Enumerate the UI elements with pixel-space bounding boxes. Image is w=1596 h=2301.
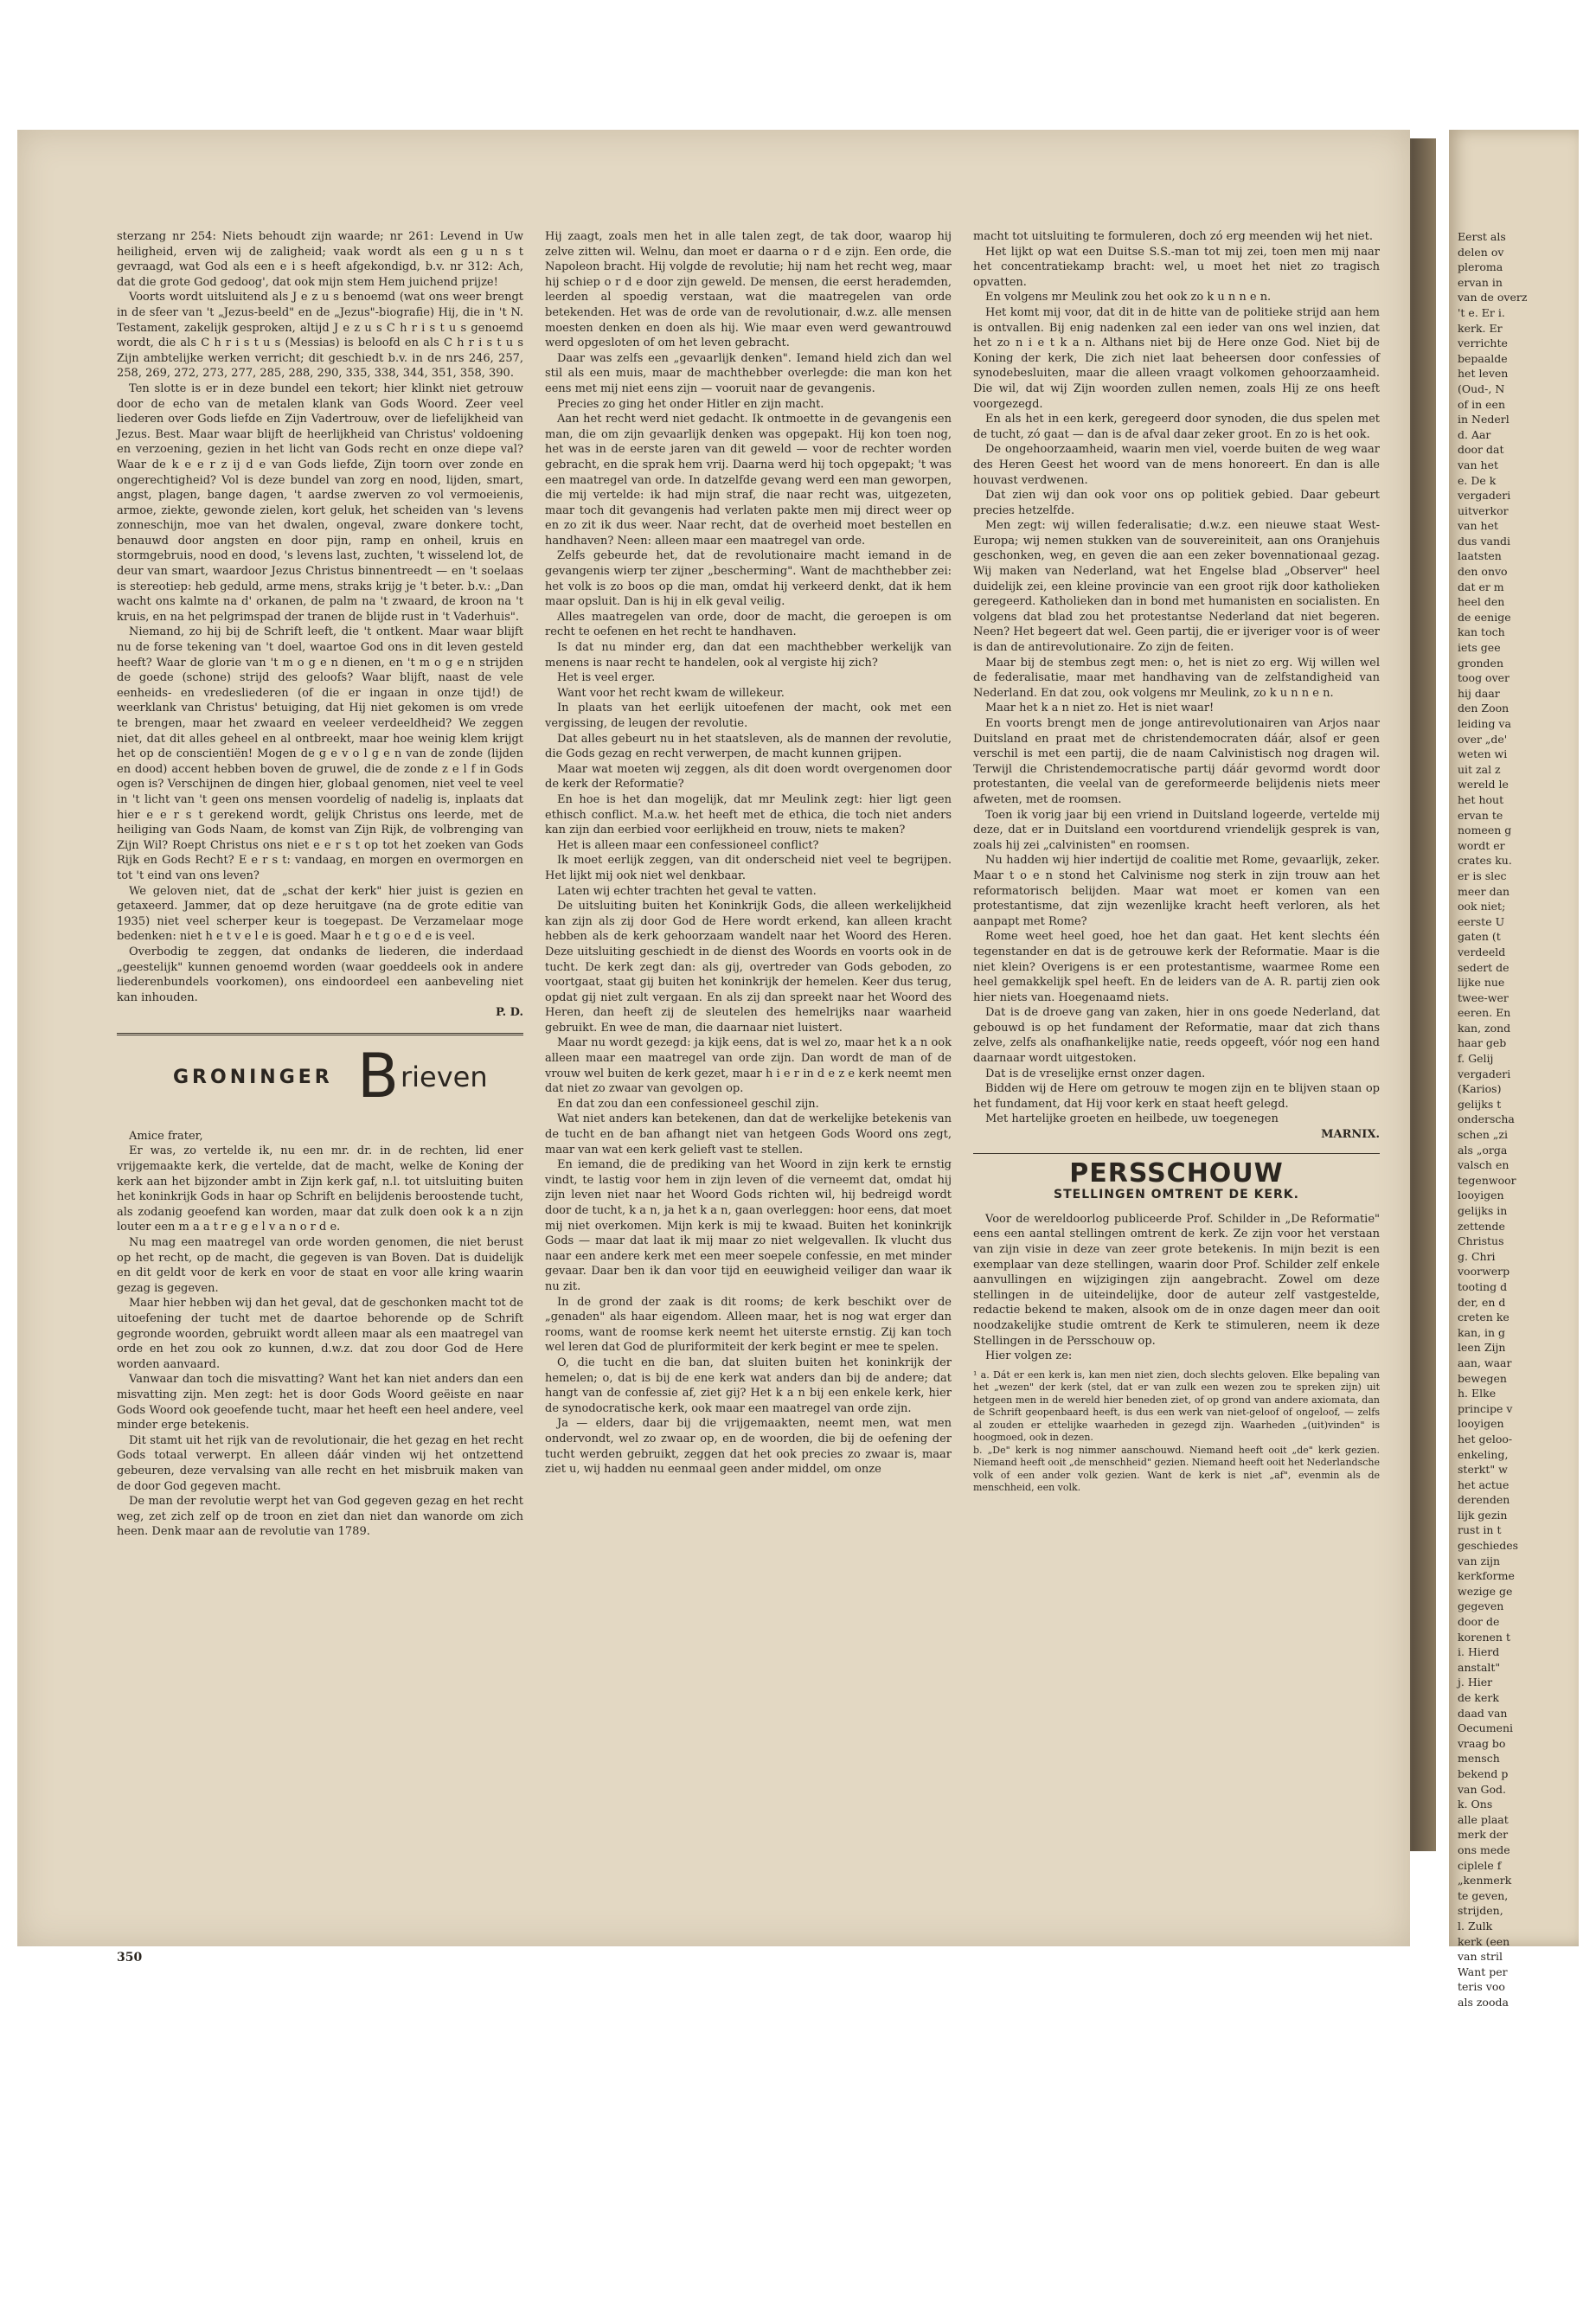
cropped-next-page-column bbox=[1458, 229, 1579, 2009]
paragraph: Bidden wij de Here om getrouw te mogen zijn en te blijven staan op het fundament, dat Hij voor kerk en staat heeft gelegd. bbox=[973, 1082, 1380, 1111]
cropped-line: gegeven bbox=[1458, 1599, 1504, 1613]
paragraph: Nu hadden wij hier indertijd de coalitie met Rome, gevaarlijk, zeker. Maar t o e n stond het Calvinisme nog sterk in zijn trouw aan het reformatorisch belijden. Maar wat moet er komen van een protestantisme, dat zijn wezenlijke kracht heeft verloren, als het aanpapt met Rome? bbox=[973, 854, 1380, 928]
cropped-line: kan toch bbox=[1458, 625, 1505, 639]
persschouw-text bbox=[973, 1212, 1380, 1364]
cropped-line: vraag bo bbox=[1458, 1736, 1506, 1750]
paragraph: Zelfs gebeurde het, dat de revolutionaire macht iemand in de gevangenis wierp ter zijner „bescherming". Want de machthebber zei: het volk is zo boos op die man, omdat hij verkeerd denkt, dat ik hem maar opsluit. Dan is hij in elk geval veilig. bbox=[545, 549, 952, 609]
cropped-line: verrichte bbox=[1458, 336, 1508, 350]
cropped-line: eerste U bbox=[1458, 914, 1505, 928]
cropped-line: h. Elke bbox=[1458, 1387, 1497, 1400]
paragraph: Laten wij echter trachten het geval te vatten. bbox=[557, 884, 817, 898]
cropped-line: korenen t bbox=[1458, 1630, 1510, 1644]
cropped-line: rust in t bbox=[1458, 1523, 1502, 1537]
paragraph: Het is veel erger. bbox=[557, 671, 656, 685]
cropped-line: d. Aar bbox=[1458, 427, 1491, 441]
cropped-line: l. Zulk bbox=[1458, 1919, 1493, 1932]
paragraph: Hij zaagt, zoals men het in alle talen zegt, de tak door, waarop hij zelve zitten wil. Welnu, dan moet er daarna o r d e zijn. Een orde, die Napoleon bracht. Hij volgde de revolutie; hij nam het recht weg, maar hij schiep o r d e door zijn geweld. De mensen, die eerst herademden, leerden al spoedig verstaan, wat die maatregelen van orde betekenden. Het was de orde van de revolutionair, d.w.z. alle mensen moesten denken en doen als hij. Wie maar even werd gewantrouwd werd opgesloten of om het leven gebracht. bbox=[545, 230, 952, 350]
cropped-line: van de overz bbox=[1458, 291, 1528, 304]
cropped-line: zettende bbox=[1458, 1219, 1505, 1233]
paragraph: Het komt mij voor, dat dit in de hitte van de politieke strijd aan hem is ontvallen. Bij enig nadenken zal een ieder van ons wel inzien, dat het zo n i e t k a n. Althans niet bij de Here onze God. Niet bij de Koning der kerk, Die zich niet laat beheersen door confessies of synodebesluiten, maar die alleen vraagt volkomen gehoorzaamheid. Die wil, dat wij Zijn woorden zullen nemen, zoals Hij ze ons heeft voorgezegd. bbox=[973, 305, 1380, 411]
cropped-line: derenden bbox=[1458, 1493, 1510, 1507]
cropped-line: looyigen bbox=[1458, 1417, 1504, 1431]
paragraph: Dat is de vreselijke ernst onzer dagen. bbox=[985, 1067, 1206, 1080]
cropped-line: tegenwoor bbox=[1458, 1173, 1516, 1187]
cropped-line: merk der bbox=[1458, 1828, 1509, 1842]
paragraph: Alles maatregelen van orde, door de macht, die geroepen is om recht te oefenen en het recht te handhaven. bbox=[545, 610, 952, 639]
paragraph: Dat is de droeve gang van zaken, hier in ons goede Nederland, dat gebouwd is op het fundament der Reformatie, maar dat zich thans zelve, zelfs als onafhankelijke natie, reeds opgeeft, vóór nog een hand daarnaar wordt uitgestoken. bbox=[973, 1006, 1380, 1066]
cropped-line: gelijks t bbox=[1458, 1097, 1502, 1111]
paragraph: Ja — elders, daar bij die vrijgemaakten, neemt men, wat men ondervondt, wel zo zwaar op, en de woorden, die bij de oefening der tucht werden gebruikt, zeggen dat het ook precies zo zwaar is, maar ziet u, wij hadden nu eenmaal geen ander middel, om onze bbox=[545, 1417, 952, 1477]
review-text bbox=[117, 229, 523, 1005]
cropped-line: Oecumeni bbox=[1458, 1721, 1513, 1735]
cropped-line: i. Hierd bbox=[1458, 1645, 1500, 1659]
heading-initial-b: B bbox=[357, 1040, 400, 1112]
paragraph: Overbodig te zeggen, dat ondanks de liederen, die inderdaad „geestelijk" kunnen genoemd worden (waar goeddeels ook in andere liederenbundels voorkomen), ons eindoordeel een aanbeveling niet kan inhouden. bbox=[117, 945, 523, 1004]
cropped-line: dus vandi bbox=[1458, 534, 1511, 548]
cropped-line: leen Zijn bbox=[1458, 1341, 1506, 1355]
paragraph: sterzang nr 254: Niets behoudt zijn waarde; nr 261: Levend in Uw heiligheid, erven wij de zaligheid; vaak wordt als een g u n s t gevraagd, wat God als een e i s heeft afgekondigd, b.v. nr 312: Ach, dat die grote God gedoog', dat ook mijn stem Hem juichend prijze! bbox=[117, 230, 523, 289]
paragraph: Men zegt: wij willen federalisatie; d.w.z. een nieuwe staat West-Europa; wij nemen stukken van de souvereiniteit, aan ons Oranjehuis geschonken, weg, en geven die aan een zeker bovennationaal gezag. Wij maken van Nederland, wat het Engelse blad „Observer" heel duidelijk zei, een kleine provincie van een groot rijk door katholieken geregeerd. Katholieken dan in bond met humanisten en socialisten. En volgens dat blad zou het protestantse Nederland dat niet begeren. Neen? Het begeert dat wel. Geen partij, die er ijveriger voor is of weer is dan de antirevolutionaire. Zo zijn de feiten. bbox=[973, 519, 1380, 655]
cropped-line: wordt er bbox=[1458, 838, 1505, 852]
cropped-line: tooting d bbox=[1458, 1279, 1508, 1293]
section-divider bbox=[973, 1153, 1380, 1154]
paragraph: Maar hier hebben wij dan het geval, dat de geschonken macht tot de uitoefening der tucht met de daartoe behorende op de Schrift gegronde woorden, gebruikt wordt alleen maar als een maatregel van orde en het zou ook zo kunnen, d.w.z. dat zou door God de Here worden aanvaard. bbox=[117, 1297, 523, 1371]
cropped-line: te geven, bbox=[1458, 1888, 1509, 1902]
cropped-line: kerk. Er bbox=[1458, 321, 1503, 335]
letter-continuation-text bbox=[545, 229, 952, 1477]
paragraph: Wat niet anders kan betekenen, dan dat de werkelijke betekenis van de tucht en de ban afhangt niet van hetgeen Gods Woord ons zegt, maar van wat een kerk gelieft vast te stellen. bbox=[545, 1112, 952, 1157]
cropped-line: voorwerp bbox=[1458, 1265, 1510, 1279]
cropped-line: ervan in bbox=[1458, 275, 1503, 289]
cropped-line: van het bbox=[1458, 458, 1499, 471]
paragraph: Het lijkt op wat een Duitse S.S.-man tot mij zei, toen men mij naar het concentratiekamp bracht: wel, u moet het niet zo tragisch opvatten. bbox=[973, 245, 1380, 289]
paragraph: Maar wat moeten wij zeggen, als dit doen wordt overgenomen door de kerk der Reformatie? bbox=[545, 762, 952, 792]
cropped-line: gaten (t bbox=[1458, 930, 1501, 944]
paragraph: Het is alleen maar een confessioneel conflict? bbox=[557, 838, 819, 852]
paragraph: Ten slotte is er in deze bundel een tekort; hier klinkt niet getrouw door de echo van de metalen klank van Gods Woord. Zeer veel liederen over Gods liefde en Zijn Vadertrouw, over de liefelijkheid van Jezus. Best. Maar waar blijft de heerlijkheid van Christus' voldoening en verzoening, gezien in het licht van Gods recht en onze diepe val? Waar de k e e r z ij d e van Gods liefde, Zijn toorn over zonde en ongerechtigheid? Vol is deze bundel van zorg en nood, lijden, smart, angst, plagen, bange dagen, 't aardse zwerven zo vol vermoeienis, armoe, ziekte, gewonde zielen, kort geluk, het scheiden van 's levens zonneschijn, moe van het dwalen, ongeval, zware donkere tocht, benauwd door angsten en door pijn, ramp en onheil, kruis en stormgebruis, nood en dood, 's levens last, zuchten, 't wisselend lot, de deur van smart, waardoor Jezus Christus binnentreedt — en 't soelaas is stereotiep: heb geduld, arme mens, straks krijg je 't beter. b.v.: „Dan wacht ons kalmte na d' orkanen, de palm na 't zwaard, de kroon na 't kruis, en na het pelgrimspad der tranen de blijde rust in 't Vaderhuis". bbox=[117, 381, 523, 624]
cropped-line: in Nederl bbox=[1458, 413, 1509, 426]
cropped-line: de eenige bbox=[1458, 610, 1511, 624]
cropped-line: wezige ge bbox=[1458, 1584, 1513, 1598]
paragraph: In de grond der zaak is dit rooms; de kerk beschikt over de „genaden" als haar eigendom. Alleen maar, het is nog wat erger dan rooms, want de roomse kerk neemt het uiterste ernstig. Zij kan toch wel leren dat God de pluriformiteit der kerk begint er mee te spelen. bbox=[545, 1295, 952, 1355]
paragraph: En hoe is het dan mogelijk, dat mr Meulink zegt: hier ligt geen ethisch conflict. M.a.w. het heeft met de ethica, die toch niet anders kan zijn dan eerbied voor eerlijkheid en trouw, niets te maken? bbox=[545, 792, 952, 837]
cropped-line: bepaalde bbox=[1458, 351, 1508, 365]
cropped-line: pleroma bbox=[1458, 260, 1503, 274]
cropped-line: van zijn bbox=[1458, 1554, 1501, 1567]
cropped-line: nomeen g bbox=[1458, 824, 1512, 837]
column-2 bbox=[545, 229, 952, 1959]
paragraph: En als het in een kerk, geregeerd door synoden, die dus spelen met de tucht, zó gaat — dan is de afval daar zeker groot. En zo is het ook. bbox=[973, 413, 1380, 441]
cropped-line: er is slec bbox=[1458, 868, 1507, 882]
cropped-line: enkeling, bbox=[1458, 1447, 1509, 1461]
cropped-line: onderscha bbox=[1458, 1112, 1515, 1126]
cropped-line: ervan te bbox=[1458, 808, 1503, 822]
cropped-line: alle plaat bbox=[1458, 1812, 1509, 1826]
cropped-line: g. Chri bbox=[1458, 1249, 1496, 1263]
cropped-line: bewegen bbox=[1458, 1371, 1507, 1385]
heading-word-groninger: GRONINGER bbox=[173, 1066, 333, 1088]
cropped-line: ook niet; bbox=[1458, 900, 1506, 913]
paragraph: Want voor het recht kwam de willekeur. bbox=[557, 686, 785, 700]
heading-word-rieven: rieven bbox=[401, 1060, 488, 1093]
cropped-line: kan, zond bbox=[1458, 1021, 1511, 1035]
cropped-line: heel den bbox=[1458, 595, 1505, 609]
paragraph: Vanwaar dan toch die misvatting? Want het kan niet anders dan een misvatting zijn. Men zegt: het is door Gods Woord geëiste en naar Gods Woord ook geoefende tucht, maar het heeft een heel andere, veel minder erge betekenis. bbox=[117, 1373, 523, 1433]
cropped-line: (Karios) bbox=[1458, 1082, 1502, 1096]
cropped-line: (Oud-, N bbox=[1458, 381, 1505, 395]
paragraph: Dit stamt uit het rijk van de revolutionair, die het gezag en het recht Gods totaal verwerpt. En alleen dáár vinden wij het ontzettend gebeuren, deze vervalsing van alle recht en het misbruik maken van de door God gegeven macht. bbox=[117, 1433, 523, 1493]
cropped-line: sedert de bbox=[1458, 960, 1509, 974]
cropped-line: e. De k bbox=[1458, 473, 1497, 487]
cropped-line: dat er m bbox=[1458, 580, 1504, 593]
cropped-line: verdeeld bbox=[1458, 945, 1506, 958]
cropped-line: hij daar bbox=[1458, 686, 1500, 700]
cropped-line: het geloo- bbox=[1458, 1432, 1513, 1445]
footnote: b. „De" kerk is nog nimmer aanschouwd. Niemand heeft ooit „de" kerk gezien. Niemand heeft ooit „de menschheid" gezien. Niemand heeft ooit het Nederlandsche volk of een ander volk gezien. Want de kerk is niet „af", evenmin als de menschheid, een volk. bbox=[973, 1444, 1380, 1494]
paragraph: En iemand, die de prediking van het Woord in zijn kerk te ernstig vindt, te lastig voor hem in zijn leven of die verneemt dat, omdat hij zijn leven niet naar het Woord Gods richten wil, hij bedreigd wordt door de tucht, k a n, ja het k a n, gaan overleggen: hoor eens, dat moet mij niet overkomen. Mijn kerk is mij te kwaad. Buiten het koninkrijk Gods — maar dat laat ik mij maar zo niet welgevallen. Ik vlucht dus naar een andere kerk met een meer soepele confessie, en met minder gevaar. Daar ben ik dan voor tijd en eeuwigheid veiliger dan waar ik nu zit. bbox=[545, 1158, 952, 1293]
cropped-line: iets gee bbox=[1458, 641, 1501, 655]
cropped-line: als zooda bbox=[1458, 1995, 1509, 2009]
cropped-line: gelijks in bbox=[1458, 1204, 1508, 1217]
cropped-line: teris voo bbox=[1458, 1980, 1505, 1994]
groninger-brieven-heading bbox=[117, 1040, 523, 1113]
cropped-line: het actue bbox=[1458, 1477, 1509, 1491]
paragraph: Niemand, zo hij bij de Schrift leeft, die 't ontkent. Maar waar blijft nu de forse tekening van 't doel, waartoe God ons in dit leven gesteld heeft? Waar de glorie van 't m o g e n dienen, en 't m o g e n strijden de goede (schone) strijd des geloofs? Waar blijft, naast de vele eenheids- en vredesliederen (of die er ingaan in onze tijd!) de weerklank van Christus' betuiging, dat Hij niet gekomen is om vrede te brengen, maar het zwaard en veeleer verdeeldheid? We zeggen niet, dat dit alles geheel en al ontbreekt, maar hoe weinig klem krijgt het op de conscientiën! Mogen de g e v o l g e n van de zonde (lijden en dood) accent hebben boven de gruwel, die de zonde z e l f in Gods ogen is? Verschijnen de dingen hier, globaal genomen, niet veel te veel in 't licht van 't geen ons mensen voordelig of nadelig is, inplaats dat hier e e r s t gerekend wordt, gelijk Christus ons leerde, met de heiliging van Gods Naam, de komst van Zijn Rijk, de volbrenging van Zijn Wil? Roept Christus ons niet e e r s t op tot het zoeken van Gods Rijk en Gods Recht? E e r s t: vandaag, en morgen en overmorgen en tot 't eind van ons leven? bbox=[117, 625, 523, 882]
cropped-line: crates ku. bbox=[1458, 854, 1512, 868]
paragraph: Voorts wordt uitsluitend als J e z u s benoemd (wat ons weer brengt in de sfeer van 't „Jezus-beeld" en de „Jezus"-biografie) Hij, die in 't N. Testament, zakelijk gesproken, altijd J e z u s C h r i s t u s genoemd wordt, die als C h r i s t u s (Messias) is beloofd en als C h r i s t u s Zijn ambtelijke werken verricht; dit geschiedt b.v. in de nrs 246, 257, 258, 269, 272, 273, 277, 285, 288, 290, 335, 338, 344, 351, 358, 390. bbox=[117, 291, 523, 381]
letter-text bbox=[117, 1144, 523, 1539]
paragraph: Maar bij de stembus zegt men: o, het is niet zo erg. Wij willen wel de federalisatie, maar met handhaving van de zelfstandigheid van Nederland. En dat zou, ook volgens mr Meulink, zo k u n n e n. bbox=[973, 656, 1380, 700]
paragraph: En dat zou dan een confessioneel geschil zijn. bbox=[557, 1097, 819, 1111]
footnote: ¹ a. Dát er een kerk is, kan men niet zien, doch slechts geloven. Elke bepaling van het „wezen" der kerk (stel, dat er van zulk een wezen zou te spreken zijn) uit hetgeen men in de wereld hier beneden ziet, of op grond van andere axiomata, dan de Schrift geopenbaard heeft, is dus een werk van niet-geloof of ongeloof, — zelfs al zouden er ettelijke waarheden in gezegd zijn. Waarheden „(uit)vinden" is hoogmoed, ook in dezen. bbox=[973, 1368, 1380, 1444]
footnotes bbox=[973, 1369, 1380, 1495]
cropped-line: valsch en bbox=[1458, 1158, 1509, 1172]
paragraph: Is dat nu minder erg, dan dat een machthebber werkelijk van menens is naar recht te handelen, ook al vergiste hij zich? bbox=[545, 641, 952, 670]
paragraph: De uitsluiting buiten het Koninkrijk Gods, die alleen werkelijkheid kan zijn als zij door God de Here wordt erkend, kan alleen kracht hebben als de kerk gehoorzaam wandelt naar het Woord des Heren. Deze uitsluiting geschiedt in de dienst des Woords en voorts ook in de tucht. De kerk zegt dan: als gij, overtreder van Gods geboden, zo voortgaat, staat gij buiten het koninkrijk der hemelen. Keer dus terug, opdat gij niet zult vergaan. En als zij dan spreekt naar het Woord des Heren, dan heeft zij de sleutelen des hemelrijks naar waarheid gebruikt. En wee de man, die daarnaar niet luistert. bbox=[545, 900, 952, 1035]
cropped-line: vergaderi bbox=[1458, 489, 1511, 503]
paragraph: O, die tucht en die ban, dat sluiten buiten het koninkrijk der hemelen; o, dat is bij de ene kerk wat anders dan bij de andere; dat hangt van de confessie af, ziet gij? Het k a n bij een enkele kerk, hier de synodocratische kerk, ook maar een maatregel van orde zijn. bbox=[545, 1356, 952, 1415]
persschouw-subtitle: STELLINGEN OMTRENT DE KERK. bbox=[1054, 1188, 1299, 1202]
paragraph: Maar nu wordt gezegd: ja kijk eens, dat is wel zo, maar het k a n ook alleen maar een maatregel van orde zijn. Dan wordt de man of de vrouw wel buiten de kerk gezet, maar h i e r in d e z e kerk neemt men dat niet zo zwaar van gevolgen op. bbox=[545, 1036, 952, 1096]
paragraph: macht tot uitsluiting te formuleren, doch zó erg meenden wij het niet. bbox=[973, 230, 1373, 243]
paragraph: Precies zo ging het onder Hitler en zijn macht. bbox=[557, 397, 824, 411]
review-signature: P. D. bbox=[495, 1006, 523, 1020]
cropped-line: leiding va bbox=[1458, 717, 1511, 730]
cropped-line: looyigen bbox=[1458, 1189, 1504, 1202]
cropped-line: uitverkor bbox=[1458, 503, 1509, 517]
right-page-edge bbox=[1449, 130, 1579, 2009]
paragraph: De ongehoorzaamheid, waarin men viel, voerde buiten de weg waar des Heren Geest het woord van de mens honoreert. En dan is alle houvast verdwenen. bbox=[973, 443, 1380, 487]
cropped-line: geschiedes bbox=[1458, 1539, 1519, 1553]
cropped-line: Want per bbox=[1458, 1965, 1508, 1978]
paragraph: Daar was zelfs een „gevaarlijk denken". Iemand hield zich dan wel stil als een muis, maar de machthebber overlegde: die man kon het eens met mij niet eens zijn — vooruit naar de gevangenis. bbox=[545, 351, 952, 395]
cropped-line: f. Gelij bbox=[1458, 1052, 1494, 1066]
cropped-line: gronden bbox=[1458, 656, 1504, 670]
cropped-line: het hout bbox=[1458, 792, 1504, 806]
cropped-line: toog over bbox=[1458, 671, 1510, 685]
cropped-line: kerkforme bbox=[1458, 1569, 1515, 1583]
cropped-line: meer dan bbox=[1458, 884, 1510, 898]
paragraph: Met hartelijke groeten en heilbede, uw toegenegen bbox=[985, 1112, 1279, 1126]
section-divider bbox=[117, 1033, 523, 1035]
paragraph: Maar het k a n niet zo. Het is niet waar! bbox=[985, 702, 1215, 715]
cropped-line: daad van bbox=[1458, 1706, 1508, 1720]
cropped-line: weten wi bbox=[1458, 747, 1508, 761]
cropped-line: aan, waar bbox=[1458, 1356, 1512, 1369]
cropped-line: principe v bbox=[1458, 1401, 1513, 1415]
cropped-line: het leven bbox=[1458, 367, 1509, 381]
paragraph: En volgens mr Meulink zou het ook zo k u n n e n. bbox=[985, 291, 1272, 304]
cropped-line: ons mede bbox=[1458, 1843, 1510, 1856]
cropped-line: van stril bbox=[1458, 1950, 1503, 1964]
cropped-line: den onvo bbox=[1458, 565, 1508, 579]
paragraph: We geloven niet, dat de „schat der kerk" hier juist is gezien en getaxeerd. Jammer, dat op deze heruitgave (na de grote editie van 1935) niet veel scherper keur is toegepast. De Verzamelaar moge bedenken: niet h e t v e l e is goed. Maar h e t g o e d e is veel. bbox=[117, 884, 523, 944]
letter-signature: MARNIX. bbox=[1321, 1128, 1380, 1142]
cropped-line: anstalt" bbox=[1458, 1660, 1501, 1674]
cropped-line: mensch bbox=[1458, 1752, 1500, 1766]
cropped-line: Eerst als bbox=[1458, 230, 1506, 243]
paragraph: Nu mag een maatregel van orde worden genomen, die niet berust op het recht, op de macht, die gegeven is van Boven. Dat is duidelijk en dit geldt voor de kerk en voor de staat en voor alle kring waarin gezag is gegeven. bbox=[117, 1236, 523, 1295]
paragraph: Rome weet heel goed, hoe het dan gaat. Het kent slechts één tegenstander en dat is de getrouwe kerk der Reformatie. Maar is die niet klein? Overigens is er een protestantisme, waarmee Rome een heel gemakkelijk spel heeft. En de leiders van de A. R. partij zien ook hier niets van. Hoegenaamd niets. bbox=[973, 930, 1380, 1004]
cropped-line: of in een bbox=[1458, 397, 1505, 411]
paragraph: Dat zien wij dan ook voor ons op politiek gebied. Daar gebeurt precies hetzelfde. bbox=[973, 489, 1380, 517]
page-number: 350 bbox=[117, 1951, 143, 1965]
cropped-line: k. Ons bbox=[1458, 1798, 1493, 1811]
cropped-line: van God. bbox=[1458, 1782, 1507, 1796]
paragraph: Dat alles gebeurt nu in het staatsleven, als de mannen der revolutie, die Gods gezag en recht verwerpen, de macht kunnen grijpen. bbox=[545, 732, 952, 761]
column-1 bbox=[117, 229, 523, 1959]
cropped-line: door dat bbox=[1458, 443, 1504, 457]
cropped-line: den Zoon bbox=[1458, 702, 1509, 715]
cropped-line: „kenmerk bbox=[1458, 1874, 1512, 1888]
cropped-line: lijke nue bbox=[1458, 976, 1505, 990]
cropped-line: vergaderi bbox=[1458, 1067, 1511, 1080]
cropped-line: kan, in g bbox=[1458, 1325, 1506, 1339]
cropped-line: 't e. Er i. bbox=[1458, 305, 1505, 319]
cropped-line: delen ov bbox=[1458, 245, 1504, 259]
cropped-line: ciplele f bbox=[1458, 1858, 1502, 1872]
cropped-line: strijden, bbox=[1458, 1904, 1503, 1918]
letter-salutation: Amice frater, bbox=[129, 1129, 203, 1143]
cropped-line: bekend p bbox=[1458, 1766, 1509, 1780]
cropped-line: laatsten bbox=[1458, 549, 1502, 563]
cropped-line: kerk (een bbox=[1458, 1934, 1510, 1948]
persschouw-title: PERSSCHOUW bbox=[1069, 1157, 1284, 1189]
paragraph: De man der revolutie werpt het van God gegeven gezag en het recht weg, zet zich zelf op de troon en ziet dan niet dan wanorde om zich heen. Denk maar aan de revolutie van 1789. bbox=[117, 1495, 523, 1539]
cropped-line: Christus bbox=[1458, 1234, 1504, 1248]
cropped-line: twee-wer bbox=[1458, 990, 1509, 1004]
cropped-line: j. Hier bbox=[1458, 1676, 1493, 1689]
cropped-line: van het bbox=[1458, 519, 1499, 533]
cropped-line: sterkt" w bbox=[1458, 1463, 1508, 1477]
cropped-line: der, en d bbox=[1458, 1295, 1506, 1309]
paragraph: En voorts brengt men de jonge antirevolutionairen van Arjos naar Duitsland en praat met de christendemocraten dáár, alsof er geen verschil is met een partij, die de naam Calvinistisch nog dragen wil. Terwijl die Christendemocratische partij dáár gevormd wordt door protestanten, die veelal van de gereformeerde belijdenis niets meer afweten, met de roomsen. bbox=[973, 717, 1380, 806]
paragraph: Aan het recht werd niet gedacht. Ik ontmoette in de gevangenis een man, die om zijn gevaarlijk denken was opgepakt. Hij kon toen nog, het was in de eerste jaren van dit geweld — voor de rechter worden gebracht, en die sprak hem vrij. Daarna werd hij toch opgepakt; 't was een maatregel van orde. In datzelfde gevang werd een man geworpen, die mij vertelde: ik had mijn straf, die naar recht was, uitgezeten, maar toch dit gevangenis had verlaten pakte men mij direct weer op en zo zit ik dus weer. Naar recht, dat de overheid moet bestellen en handhaven? Neen: alleen maar een maatregel van orde. bbox=[545, 413, 952, 548]
paragraph: Voor de wereldoorlog publiceerde Prof. Schilder in „De Reformatie" eens een aantal stellingen omtrent de kerk. Ze zijn voor het verstaan van zijn visie in deze van zeer grote betekenis. In mijn bezit is een exemplaar van deze stellingen, waarin door Prof. Schilder zelf enkele aanvullingen en wijzigingen zijn aangebracht. Zowel om deze stellingen in de uiteindelijke, door de auteur zelf vastgestelde, redactie bekend te maken, alsook om de in onze dagen meer dan ooit noodzakelijke studie omtrent de Kerk te stimuleren, neem ik deze Stellingen in de Persschouw op. bbox=[973, 1212, 1380, 1348]
cropped-line: haar geb bbox=[1458, 1036, 1507, 1050]
paragraph: Er was, zo vertelde ik, nu een mr. dr. in de rechten, lid ener vrijgemaakte kerk, die vertelde, dat de macht, welke de Koning der kerk aan het bijzonder ambt in Zijn kerk gaf, n.l. tot uitsluiting buiten het koninkrijk Gods in haar op Schrift en belijdenis beroostende tucht, als zodanig geoefend kan worden, maar dat zulk doen ook k a n zijn louter een m a a t r e g e l v a n o r d e. bbox=[117, 1144, 523, 1234]
letter-ending-text bbox=[973, 229, 1380, 1127]
cropped-line: over „de' bbox=[1458, 732, 1508, 746]
cropped-line: uit zal z bbox=[1458, 762, 1501, 776]
cropped-line: creten ke bbox=[1458, 1311, 1509, 1324]
paragraph: Hier volgen ze: bbox=[985, 1349, 1073, 1363]
cropped-line: als „orga bbox=[1458, 1143, 1508, 1157]
cropped-line: wereld le bbox=[1458, 778, 1509, 792]
cropped-line: lijk gezin bbox=[1458, 1508, 1508, 1522]
paragraph: Toen ik vorig jaar bij een vriend in Duitsland logeerde, vertelde mij deze, dat er in Duitsland een voortdurend vriendelijk gesprek is van, zoals hij zei „calvinisten" en roomsen. bbox=[973, 808, 1380, 852]
cropped-line: eeren. En bbox=[1458, 1006, 1511, 1020]
cropped-line: door de bbox=[1458, 1615, 1500, 1629]
column-3 bbox=[973, 229, 1380, 1959]
cropped-line: schen „zi bbox=[1458, 1128, 1508, 1142]
paragraph: In plaats van het eerlijk uitoefenen der macht, ook met een vergissing, de leugen der revolutie. bbox=[545, 702, 952, 730]
paragraph: Ik moet eerlijk zeggen, van dit onderscheid niet veel te begrijpen. Het lijkt mij ook niet wel denkbaar. bbox=[545, 854, 952, 882]
cropped-line: de kerk bbox=[1458, 1691, 1499, 1704]
